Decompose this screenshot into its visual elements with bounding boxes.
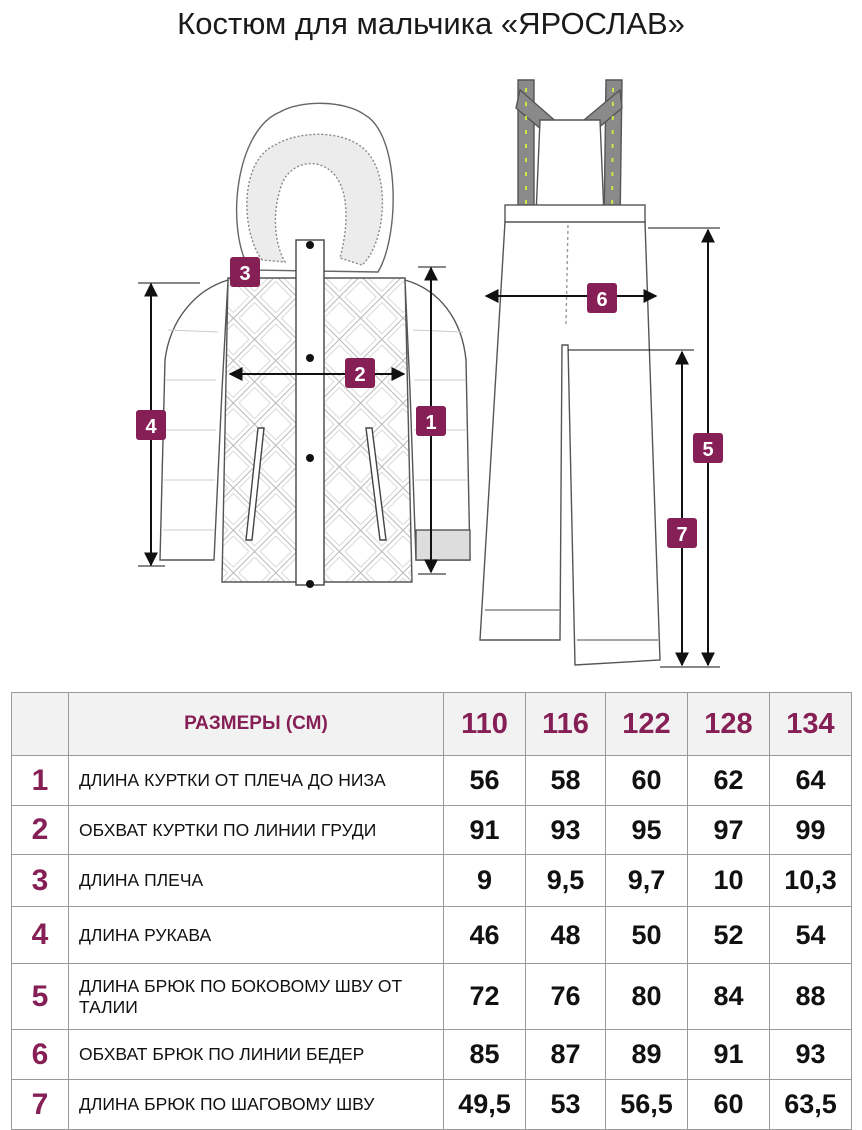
page-title: Костюм для мальчика «ЯРОСЛАВ» [177,6,685,41]
value-cell: 50 [606,907,688,964]
table-row [12,1080,852,1130]
row-number: 5 [12,964,69,1030]
pants-bib [536,120,604,215]
value-cell: 95 [606,806,688,855]
value-cell: 93 [770,1030,852,1080]
value-cell: 53 [526,1080,606,1130]
value-cell: 85 [444,1030,526,1080]
row-number: 1 [12,756,69,806]
right-cuff [416,530,470,560]
svg-text:1: 1 [425,412,437,434]
size-header: 116 [526,693,606,756]
size-header: 110 [444,693,526,756]
value-cell: 97 [688,806,770,855]
table-header-row [12,693,852,756]
value-cell: 63,5 [770,1080,852,1130]
svg-text:4: 4 [145,416,157,438]
value-cell: 60 [606,756,688,806]
table-row [12,1030,852,1080]
value-cell: 52 [688,907,770,964]
header-label: РАЗМЕРЫ (СМ) [69,693,444,756]
value-cell: 54 [770,907,852,964]
value-cell: 10,3 [770,855,852,907]
value-cell: 49,5 [444,1080,526,1130]
value-cell: 93 [526,806,606,855]
value-cell: 80 [606,964,688,1030]
row-number: 7 [12,1080,69,1130]
table-row [12,907,852,964]
table-row [12,964,852,1030]
table-row [12,756,852,806]
value-cell: 9,5 [526,855,606,907]
marker-6 [587,283,617,313]
marker-1 [416,406,446,436]
value-cell: 88 [770,964,852,1030]
marker-4 [136,410,166,440]
value-cell: 89 [606,1030,688,1080]
value-cell: 10 [688,855,770,907]
row-label: ДЛИНА БРЮК ПО БОКОВОМУ ШВУ ОТ ТАЛИИ [69,964,444,1030]
marker-7 [667,518,697,548]
row-label: ОБХВАТ БРЮК ПО ЛИНИИ БЕДЕР [69,1030,444,1080]
value-cell: 72 [444,964,526,1030]
table-row [12,806,852,855]
row-label: ДЛИНА РУКАВА [69,907,444,964]
table-row [12,855,852,907]
size-header: 122 [606,693,688,756]
value-cell: 56,5 [606,1080,688,1130]
jacket-left-sleeve [160,280,228,560]
svg-text:7: 7 [676,524,688,546]
row-label: ДЛИНА КУРТКИ ОТ ПЛЕЧА ДО НИЗА [69,756,444,806]
value-cell: 76 [526,964,606,1030]
garment-illustration [0,60,862,680]
row-label: ДЛИНА БРЮК ПО ШАГОВОМУ ШВУ [69,1080,444,1130]
pants-drawing [480,80,660,665]
jacket-drawing [160,103,470,588]
value-cell: 91 [688,1030,770,1080]
svg-text:2: 2 [354,364,366,386]
row-number: 4 [12,907,69,964]
value-cell: 9,7 [606,855,688,907]
value-cell: 84 [688,964,770,1030]
marker-5 [693,433,723,463]
size-header: 134 [770,693,852,756]
row-label: ОБХВАТ КУРТКИ ПО ЛИНИИ ГРУДИ [69,806,444,855]
header-empty-cell [12,693,69,756]
value-cell: 9 [444,855,526,907]
marker-3 [230,257,260,287]
value-cell: 62 [688,756,770,806]
svg-text:3: 3 [239,263,251,285]
value-cell: 87 [526,1030,606,1080]
value-cell: 60 [688,1080,770,1130]
svg-text:6: 6 [596,289,608,311]
value-cell: 64 [770,756,852,806]
row-label: ДЛИНА ПЛЕЧА [69,855,444,907]
marker-2 [345,358,375,388]
pants-legs [480,222,660,665]
row-number: 2 [12,806,69,855]
svg-text:5: 5 [702,439,714,461]
size-header: 128 [688,693,770,756]
row-number: 3 [12,855,69,907]
size-table [11,692,852,1130]
jacket-placket [296,240,324,585]
value-cell: 99 [770,806,852,855]
value-cell: 48 [526,907,606,964]
value-cell: 91 [444,806,526,855]
value-cell: 56 [444,756,526,806]
value-cell: 46 [444,907,526,964]
value-cell: 58 [526,756,606,806]
row-number: 6 [12,1030,69,1080]
